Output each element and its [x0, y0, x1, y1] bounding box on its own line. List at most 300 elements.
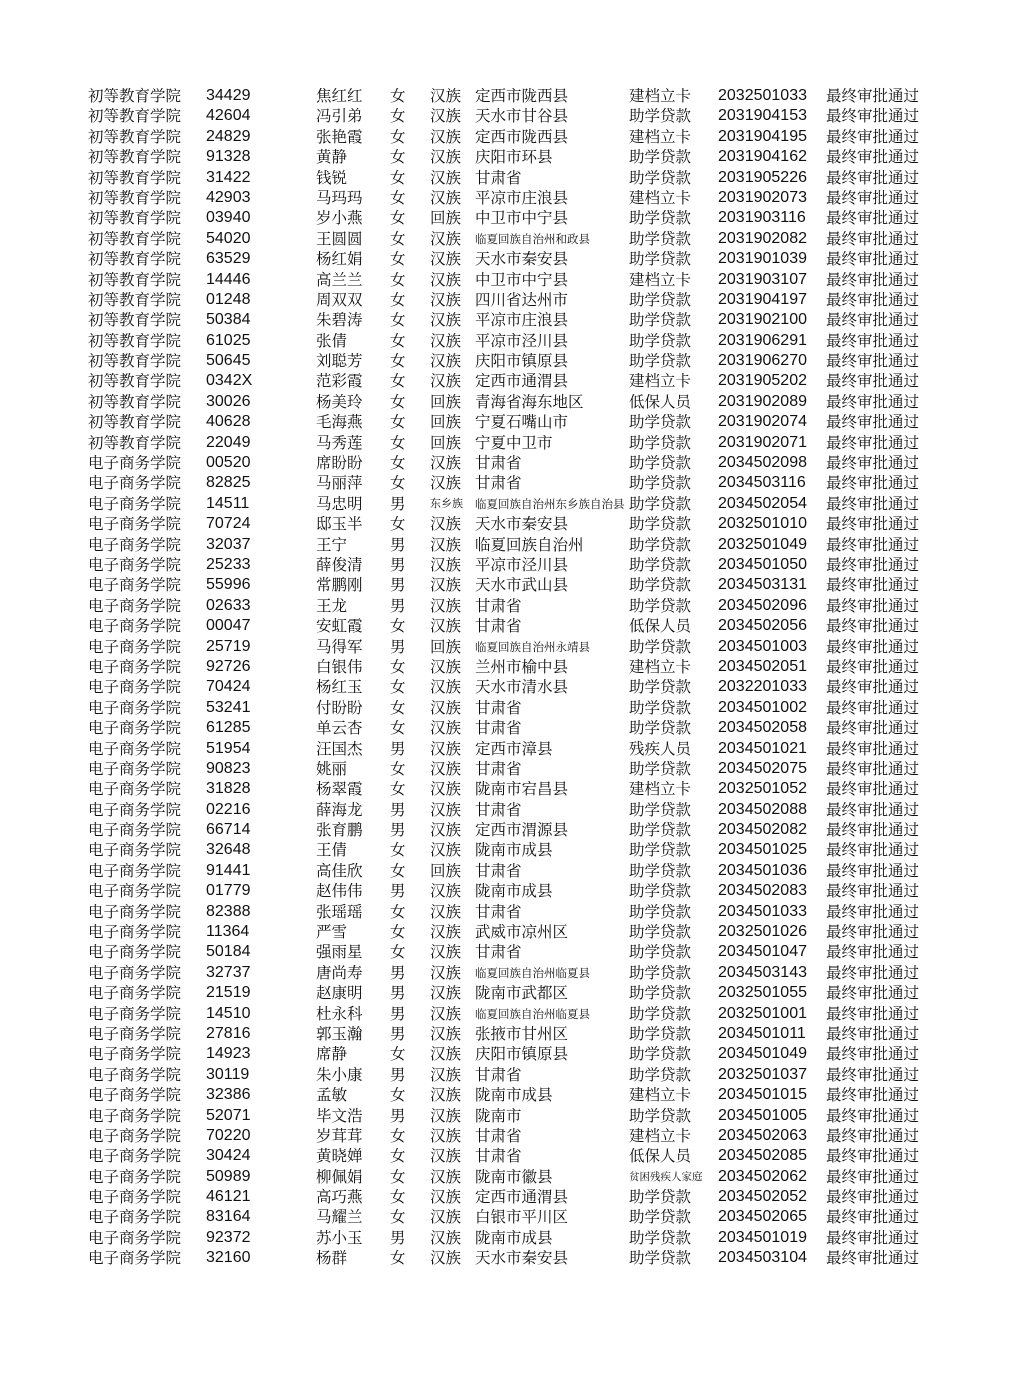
- region-cell: 临夏回族自治州临夏县: [475, 1006, 590, 1021]
- gender-cell: 男: [390, 1106, 406, 1125]
- gender-cell: 男: [390, 1024, 406, 1043]
- id-suffix-cell: 32737: [206, 963, 251, 981]
- id-suffix-cell: 14510: [206, 1004, 251, 1022]
- college-cell: 电子商务学院: [88, 637, 182, 656]
- approval-status-cell: 最终审批通过: [826, 1147, 920, 1166]
- college-cell: 初等教育学院: [88, 392, 182, 411]
- region-cell: 平凉市泾川县: [475, 555, 569, 574]
- name-cell: 席静: [316, 1045, 348, 1064]
- gender-cell: 男: [390, 1065, 406, 1084]
- ethnicity-cell: 汉族: [430, 1167, 462, 1186]
- approval-status-cell: 最终审批通过: [826, 494, 920, 513]
- gender-cell: 女: [390, 719, 406, 738]
- table-row: [88, 229, 948, 249]
- name-cell: 高巧燕: [316, 1188, 363, 1207]
- college-cell: 电子商务学院: [88, 841, 182, 860]
- approval-status-cell: 最终审批通过: [826, 984, 920, 1003]
- name-cell: 孟敏: [316, 1086, 348, 1105]
- approval-status-cell: 最终审批通过: [826, 719, 920, 738]
- name-cell: 张瑶瑶: [316, 902, 363, 921]
- approval-status-cell: 最终审批通过: [826, 1126, 920, 1145]
- name-cell: 杨美玲: [316, 392, 363, 411]
- id-suffix-cell: 53241: [206, 698, 251, 716]
- aid-type-cell: 助学贷款: [629, 535, 692, 554]
- aid-type-cell: 助学贷款: [629, 229, 692, 248]
- ethnicity-cell: 汉族: [430, 984, 462, 1003]
- name-cell: 杨红娟: [316, 250, 363, 269]
- student-number-cell: 2031902071: [718, 433, 807, 451]
- student-number-cell: 2034502054: [718, 494, 807, 512]
- id-suffix-cell: 30424: [206, 1147, 251, 1165]
- student-number-cell: 2032501010: [718, 515, 807, 533]
- gender-cell: 女: [390, 1126, 406, 1145]
- table-row: [88, 1248, 948, 1268]
- region-cell: 宁夏石嘴山市: [475, 413, 569, 432]
- aid-type-cell: 建档立卡: [629, 1126, 692, 1145]
- table-row: [88, 657, 948, 677]
- gender-cell: 女: [390, 1208, 406, 1227]
- approval-status-cell: 最终审批通过: [826, 821, 920, 840]
- name-cell: 苏小玉: [316, 1228, 363, 1247]
- name-cell: 张倩: [316, 331, 348, 350]
- region-cell: 甘肃省: [475, 454, 522, 473]
- approval-status-cell: 最终审批通过: [826, 861, 920, 880]
- ethnicity-cell: 汉族: [430, 1004, 462, 1023]
- aid-type-cell: 助学贷款: [629, 1208, 692, 1227]
- college-cell: 电子商务学院: [88, 576, 182, 595]
- gender-cell: 男: [390, 1228, 406, 1247]
- region-cell: 武威市凉州区: [475, 923, 569, 942]
- table-row: [88, 310, 948, 330]
- approval-status-cell: 最终审批通过: [826, 1024, 920, 1043]
- student-number-cell: 2034503143: [718, 963, 807, 981]
- id-suffix-cell: 25233: [206, 555, 251, 573]
- name-cell: 姚丽: [316, 759, 348, 778]
- student-number-cell: 2032501033: [718, 87, 807, 104]
- id-suffix-cell: 01248: [206, 290, 251, 308]
- table-row: [88, 371, 948, 391]
- table-row: [88, 902, 948, 922]
- ethnicity-cell: 汉族: [430, 923, 462, 942]
- aid-type-cell: 助学贷款: [629, 596, 692, 615]
- gender-cell: 女: [390, 290, 406, 309]
- gender-cell: 男: [390, 535, 406, 554]
- id-suffix-cell: 46121: [206, 1188, 251, 1206]
- approval-status-cell: 最终审批通过: [826, 454, 920, 473]
- approval-status-cell: 最终审批通过: [826, 188, 920, 207]
- gender-cell: 女: [390, 678, 406, 697]
- aid-type-cell: 助学贷款: [629, 637, 692, 656]
- college-cell: 电子商务学院: [88, 454, 182, 473]
- aid-type-cell: 建档立卡: [629, 127, 692, 146]
- college-cell: 电子商务学院: [88, 1188, 182, 1207]
- table-row: [88, 881, 948, 901]
- approval-status-cell: 最终审批通过: [826, 250, 920, 269]
- table-row: [88, 127, 948, 147]
- name-cell: 张育鹏: [316, 821, 363, 840]
- student-number-cell: 2032201033: [718, 678, 807, 696]
- gender-cell: 男: [390, 984, 406, 1003]
- name-cell: 杨群: [316, 1249, 348, 1268]
- aid-type-cell: 助学贷款: [629, 759, 692, 778]
- region-cell: 定西市陇西县: [475, 87, 569, 105]
- college-cell: 电子商务学院: [88, 821, 182, 840]
- student-number-cell: 2031903116: [718, 209, 806, 227]
- region-cell: 天水市秦安县: [475, 515, 569, 534]
- name-cell: 马秀莲: [316, 433, 363, 452]
- id-suffix-cell: 66714: [206, 821, 251, 839]
- college-cell: 电子商务学院: [88, 1086, 182, 1105]
- ethnicity-cell: 汉族: [430, 168, 462, 187]
- student-number-cell: 2031904153: [718, 107, 807, 125]
- college-cell: 电子商务学院: [88, 861, 182, 880]
- student-number-cell: 2031903107: [718, 270, 807, 288]
- name-cell: 马玛玛: [316, 188, 363, 207]
- region-cell: 庆阳市镇原县: [475, 352, 569, 371]
- name-cell: 席盼盼: [316, 454, 363, 473]
- id-suffix-cell: 91328: [206, 148, 251, 166]
- id-suffix-cell: 03940: [206, 209, 251, 227]
- approval-status-cell: 最终审批通过: [826, 882, 920, 901]
- name-cell: 毕文浩: [316, 1106, 363, 1125]
- table-row: [88, 433, 948, 453]
- college-cell: 电子商务学院: [88, 1208, 182, 1227]
- id-suffix-cell: 21519: [206, 984, 251, 1002]
- id-suffix-cell: 92726: [206, 657, 251, 675]
- approval-status-cell: 最终审批通过: [826, 678, 920, 697]
- student-number-cell: 2034502051: [718, 657, 807, 675]
- table-row: [88, 535, 948, 555]
- gender-cell: 女: [390, 372, 406, 391]
- name-cell: 岁小燕: [316, 209, 363, 228]
- id-suffix-cell: 02216: [206, 800, 251, 818]
- name-cell: 马耀兰: [316, 1208, 363, 1227]
- college-cell: 电子商务学院: [88, 1249, 182, 1268]
- name-cell: 朱碧涛: [316, 311, 363, 330]
- table-row: [88, 1207, 948, 1227]
- student-number-cell: 2034503131: [718, 576, 807, 594]
- aid-type-cell: 助学贷款: [629, 209, 692, 228]
- ethnicity-cell: 汉族: [430, 555, 462, 574]
- gender-cell: 女: [390, 413, 406, 432]
- id-suffix-cell: 63529: [206, 250, 251, 268]
- name-cell: 王圆圆: [316, 229, 363, 248]
- id-suffix-cell: 27816: [206, 1024, 251, 1042]
- college-cell: 初等教育学院: [88, 148, 182, 167]
- aid-type-cell: 助学贷款: [629, 555, 692, 574]
- approval-status-cell: 最终审批通过: [826, 617, 920, 636]
- name-cell: 杜永科: [316, 1004, 363, 1023]
- approval-status-cell: 最终审批通过: [826, 759, 920, 778]
- id-suffix-cell: 42604: [206, 107, 251, 125]
- college-cell: 电子商务学院: [88, 1024, 182, 1043]
- approval-status-cell: 最终审批通过: [826, 637, 920, 656]
- ethnicity-cell: 汉族: [430, 1065, 462, 1084]
- gender-cell: 女: [390, 107, 406, 126]
- aid-type-cell: 助学贷款: [629, 1024, 692, 1043]
- gender-cell: 女: [390, 454, 406, 473]
- ethnicity-cell: 汉族: [430, 902, 462, 921]
- student-list-table: [88, 86, 948, 1269]
- name-cell: 王倩: [316, 841, 348, 860]
- table-row: [88, 331, 948, 351]
- region-cell: 天水市秦安县: [475, 1249, 569, 1268]
- aid-type-cell: 建档立卡: [629, 657, 692, 676]
- student-number-cell: 2032501055: [718, 984, 807, 1002]
- aid-type-cell: 助学贷款: [629, 311, 692, 330]
- ethnicity-cell: 汉族: [430, 963, 462, 982]
- student-number-cell: 2034503104: [718, 1249, 807, 1267]
- ethnicity-cell: 东乡族: [430, 496, 463, 510]
- student-number-cell: 2034501002: [718, 698, 807, 716]
- student-number-cell: 2034501019: [718, 1228, 807, 1246]
- ethnicity-cell: 汉族: [430, 148, 462, 167]
- aid-type-cell: 助学贷款: [629, 861, 692, 880]
- college-cell: 初等教育学院: [88, 229, 182, 248]
- aid-type-cell: 助学贷款: [629, 352, 692, 371]
- region-cell: 平凉市庄浪县: [475, 311, 569, 330]
- id-suffix-cell: 02633: [206, 596, 251, 614]
- student-number-cell: 2034501005: [718, 1106, 807, 1124]
- college-cell: 初等教育学院: [88, 250, 182, 269]
- ethnicity-cell: 汉族: [430, 1126, 462, 1145]
- name-cell: 岁茸茸: [316, 1126, 363, 1145]
- name-cell: 付盼盼: [316, 698, 363, 717]
- gender-cell: 女: [390, 433, 406, 452]
- table-row: [88, 759, 948, 779]
- table-row: [88, 147, 948, 167]
- name-cell: 严雪: [316, 923, 348, 942]
- region-cell: 庆阳市镇原县: [475, 1045, 569, 1064]
- name-cell: 邸玉半: [316, 515, 363, 534]
- name-cell: 赵康明: [316, 984, 363, 1003]
- approval-status-cell: 最终审批通过: [826, 87, 920, 105]
- approval-status-cell: 最终审批通过: [826, 1106, 920, 1125]
- aid-type-cell: 助学贷款: [629, 433, 692, 452]
- college-cell: 电子商务学院: [88, 1004, 182, 1023]
- approval-status-cell: 最终审批通过: [826, 943, 920, 962]
- region-cell: 甘肃省: [475, 759, 522, 778]
- id-suffix-cell: 50989: [206, 1167, 251, 1185]
- college-cell: 电子商务学院: [88, 780, 182, 799]
- ethnicity-cell: 汉族: [430, 1086, 462, 1105]
- id-suffix-cell: 31828: [206, 780, 251, 798]
- gender-cell: 女: [390, 188, 406, 207]
- college-cell: 初等教育学院: [88, 331, 182, 350]
- id-suffix-cell: 32160: [206, 1249, 251, 1267]
- name-cell: 白银伟: [316, 657, 363, 676]
- region-cell: 甘肃省: [475, 1126, 522, 1145]
- gender-cell: 女: [390, 1167, 406, 1186]
- name-cell: 柳佩娟: [316, 1167, 363, 1186]
- ethnicity-cell: 汉族: [430, 943, 462, 962]
- name-cell: 刘聪芳: [316, 352, 363, 371]
- name-cell: 唐尚寿: [316, 963, 363, 982]
- aid-type-cell: 助学贷款: [629, 148, 692, 167]
- id-suffix-cell: 14923: [206, 1045, 251, 1063]
- approval-status-cell: 最终审批通过: [826, 413, 920, 432]
- region-cell: 甘肃省: [475, 617, 522, 636]
- aid-type-cell: 助学贷款: [629, 168, 692, 187]
- college-cell: 电子商务学院: [88, 759, 182, 778]
- aid-type-cell: 助学贷款: [629, 800, 692, 819]
- id-suffix-cell: 14446: [206, 270, 251, 288]
- gender-cell: 女: [390, 657, 406, 676]
- ethnicity-cell: 汉族: [430, 1045, 462, 1064]
- college-cell: 电子商务学院: [88, 494, 182, 513]
- aid-type-cell: 助学贷款: [629, 923, 692, 942]
- aid-type-cell: 助学贷款: [629, 821, 692, 840]
- region-cell: 四川省达州市: [475, 290, 569, 309]
- name-cell: 黄晓婵: [316, 1147, 363, 1166]
- name-cell: 马忠明: [316, 494, 363, 513]
- table-row: [88, 86, 948, 106]
- college-cell: 电子商务学院: [88, 474, 182, 493]
- table-row: [88, 637, 948, 657]
- region-cell: 陇南市成县: [475, 1086, 553, 1105]
- region-cell: 中卫市中宁县: [475, 270, 569, 289]
- approval-status-cell: 最终审批通过: [826, 555, 920, 574]
- table-row: [88, 861, 948, 881]
- ethnicity-cell: 回族: [430, 413, 462, 432]
- region-cell: 甘肃省: [475, 719, 522, 738]
- name-cell: 马得军: [316, 637, 363, 656]
- aid-type-cell: 助学贷款: [629, 963, 692, 982]
- id-suffix-cell: 90823: [206, 759, 251, 777]
- table-row: [88, 1024, 948, 1044]
- college-cell: 电子商务学院: [88, 923, 182, 942]
- college-cell: 电子商务学院: [88, 617, 182, 636]
- id-suffix-cell: 24829: [206, 127, 251, 145]
- college-cell: 初等教育学院: [88, 127, 182, 146]
- id-suffix-cell: 30119: [206, 1065, 250, 1083]
- college-cell: 电子商务学院: [88, 1065, 182, 1084]
- ethnicity-cell: 汉族: [430, 1188, 462, 1207]
- id-suffix-cell: 92372: [206, 1228, 251, 1246]
- college-cell: 初等教育学院: [88, 290, 182, 309]
- ethnicity-cell: 汉族: [430, 1249, 462, 1268]
- region-cell: 天水市秦安县: [475, 250, 569, 269]
- gender-cell: 女: [390, 352, 406, 371]
- table-row: [88, 106, 948, 126]
- student-number-cell: 2031902082: [718, 229, 807, 247]
- student-number-cell: 2031902074: [718, 413, 807, 431]
- table-row: [88, 453, 948, 473]
- aid-type-cell: 助学贷款: [629, 290, 692, 309]
- student-number-cell: 2034501033: [718, 902, 807, 920]
- college-cell: 电子商务学院: [88, 800, 182, 819]
- aid-type-cell: 助学贷款: [629, 902, 692, 921]
- ethnicity-cell: 汉族: [430, 250, 462, 269]
- aid-type-cell: 助学贷款: [629, 1045, 692, 1064]
- gender-cell: 女: [390, 250, 406, 269]
- student-number-cell: 2034502052: [718, 1188, 807, 1206]
- student-number-cell: 2032501052: [718, 780, 807, 798]
- approval-status-cell: 最终审批通过: [826, 352, 920, 371]
- approval-status-cell: 最终审批通过: [826, 841, 920, 860]
- id-suffix-cell: 00047: [206, 617, 251, 635]
- name-cell: 高佳欣: [316, 861, 363, 880]
- id-suffix-cell: 25719: [206, 637, 251, 655]
- gender-cell: 男: [390, 1004, 406, 1023]
- student-number-cell: 2034501047: [718, 943, 807, 961]
- student-number-cell: 2034502056: [718, 617, 807, 635]
- table-row: [88, 779, 948, 799]
- ethnicity-cell: 汉族: [430, 821, 462, 840]
- approval-status-cell: 最终审批通过: [826, 1208, 920, 1227]
- college-cell: 电子商务学院: [88, 1126, 182, 1145]
- id-suffix-cell: 61025: [206, 331, 251, 349]
- student-number-cell: 2031904162: [718, 148, 807, 166]
- ethnicity-cell: 汉族: [430, 841, 462, 860]
- gender-cell: 女: [390, 331, 406, 350]
- region-cell: 庆阳市环县: [475, 148, 553, 167]
- aid-type-cell: 建档立卡: [629, 780, 692, 799]
- gender-cell: 男: [390, 821, 406, 840]
- college-cell: 电子商务学院: [88, 902, 182, 921]
- student-number-cell: 2031902100: [718, 311, 807, 329]
- table-row: [88, 1106, 948, 1126]
- name-cell: 焦红红: [316, 87, 363, 105]
- ethnicity-cell: 汉族: [430, 229, 462, 248]
- ethnicity-cell: 回族: [430, 433, 462, 452]
- aid-type-cell: 助学贷款: [629, 719, 692, 738]
- table-row: [88, 270, 948, 290]
- ethnicity-cell: 汉族: [430, 331, 462, 350]
- region-cell: 青海省海东地区: [475, 392, 584, 411]
- table-row: [88, 942, 948, 962]
- aid-type-cell: 助学贷款: [629, 494, 692, 513]
- region-cell: 甘肃省: [475, 1065, 522, 1084]
- name-cell: 常鹏刚: [316, 576, 363, 595]
- approval-status-cell: 最终审批通过: [826, 963, 920, 982]
- college-cell: 初等教育学院: [88, 413, 182, 432]
- table-row: [88, 290, 948, 310]
- student-number-cell: 2034501011: [718, 1024, 806, 1042]
- region-cell: 临夏回族自治州临夏县: [475, 965, 590, 980]
- id-suffix-cell: 83164: [206, 1208, 251, 1226]
- gender-cell: 男: [390, 739, 406, 758]
- aid-type-cell: 建档立卡: [629, 372, 692, 391]
- id-suffix-cell: 91441: [206, 861, 251, 879]
- ethnicity-cell: 回族: [430, 637, 462, 656]
- aid-type-cell: 助学贷款: [629, 1004, 692, 1023]
- aid-type-cell: 助学贷款: [629, 1249, 692, 1268]
- ethnicity-cell: 汉族: [430, 127, 462, 146]
- college-cell: 电子商务学院: [88, 1045, 182, 1064]
- college-cell: 初等教育学院: [88, 107, 182, 126]
- approval-status-cell: 最终审批通过: [826, 1188, 920, 1207]
- approval-status-cell: 最终审批通过: [826, 1045, 920, 1064]
- approval-status-cell: 最终审批通过: [826, 311, 920, 330]
- table-row: [88, 616, 948, 636]
- student-number-cell: 2034502075: [718, 759, 807, 777]
- approval-status-cell: 最终审批通过: [826, 739, 920, 758]
- aid-type-cell: 低保人员: [629, 617, 692, 636]
- name-cell: 赵伟伟: [316, 882, 363, 901]
- college-cell: 电子商务学院: [88, 1106, 182, 1125]
- table-row: [88, 1004, 948, 1024]
- approval-status-cell: 最终审批通过: [826, 1086, 920, 1105]
- gender-cell: 女: [390, 515, 406, 534]
- college-cell: 初等教育学院: [88, 87, 182, 105]
- ethnicity-cell: 汉族: [430, 800, 462, 819]
- id-suffix-cell: 30026: [206, 392, 251, 410]
- table-row: [88, 820, 948, 840]
- gender-cell: 男: [390, 555, 406, 574]
- aid-type-cell: 助学贷款: [629, 576, 692, 595]
- ethnicity-cell: 汉族: [430, 1024, 462, 1043]
